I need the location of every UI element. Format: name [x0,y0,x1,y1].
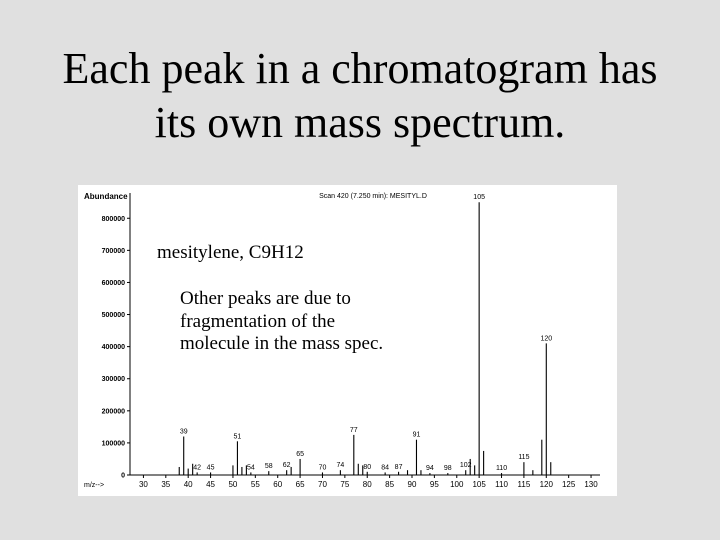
peak-label: 91 [412,431,421,439]
peak-label: 58 [264,463,273,471]
x-tick-label: 60 [273,480,283,489]
peak-label: 94 [426,465,434,473]
slide-title-line-1: Each peak in a chromatogram has [62,44,658,93]
peak-label: 102 [459,462,472,470]
slide-title-line-2: its own mass spectrum. [154,98,566,147]
y-tick-label: 200000 [101,408,125,416]
x-tick-label: 130 [584,480,598,489]
x-tick-label: 90 [407,480,417,489]
peak-label: 98 [443,465,452,473]
x-tick-label: 120 [539,480,553,489]
peak-label: 70 [318,464,327,472]
y-tick-label: 800000 [101,215,125,223]
peak-label: 42 [193,464,202,472]
x-tick-label: 35 [161,480,171,489]
peak-label: 54 [246,464,255,472]
y-tick-label: 700000 [101,247,125,255]
peak-label: 84 [381,464,390,472]
y-tick-label: 400000 [101,344,125,352]
peak-label: 77 [349,426,358,434]
peak-label: 110 [495,465,508,473]
x-tick-label: 105 [472,480,486,489]
fragmentation-note [180,288,383,356]
peak-label: 39 [179,428,188,436]
peak-label: 65 [296,450,304,458]
y-tick-label: 600000 [101,279,125,287]
compound-label: mesitylene, C9H12 [157,242,304,263]
peak-label: 62 [282,462,291,470]
peak-label: 105 [473,194,485,202]
y-tick-label: 500000 [101,312,125,320]
x-tick-label: 40 [183,480,193,489]
peak-label: 74 [336,462,345,470]
x-tick-label: 45 [206,480,216,489]
fragmentation-note-line-1: Other peaks are due to [180,288,351,309]
peak-label: 80 [363,463,372,471]
peak-label: 51 [233,433,242,441]
x-axis-label: m/z--> [84,482,105,489]
x-tick-label: 100 [450,480,464,489]
y-tick-label: 0 [121,472,125,480]
chart-title: Scan 420 (7.250 min): MESITYL.D [319,193,427,200]
slide-title [0,42,720,150]
x-tick-label: 115 [517,480,531,489]
x-tick-label: 80 [362,480,372,489]
x-tick-label: 70 [318,480,327,489]
y-tick-label: 300000 [101,376,125,384]
x-tick-label: 55 [250,480,260,489]
x-tick-label: 110 [495,480,508,489]
peak-label: 87 [394,463,403,471]
x-tick-label: 125 [561,480,576,489]
peak-label: 120 [540,335,553,343]
peak-label: 45 [206,464,215,472]
y-axis-label: Abundance [84,192,128,201]
fragmentation-note-line-2: fragmentation of the [180,310,336,332]
x-tick-label: 65 [295,480,305,489]
peak-label: 115 [518,454,530,462]
x-tick-label: 95 [429,480,439,489]
y-tick-label: 100000 [101,440,125,448]
fragmentation-note-line-3: molecule in the mass spec. [180,333,384,354]
x-tick-label: 30 [138,480,148,489]
x-tick-label: 75 [340,480,350,489]
x-tick-label: 85 [385,480,395,489]
x-tick-label: 50 [228,480,238,489]
